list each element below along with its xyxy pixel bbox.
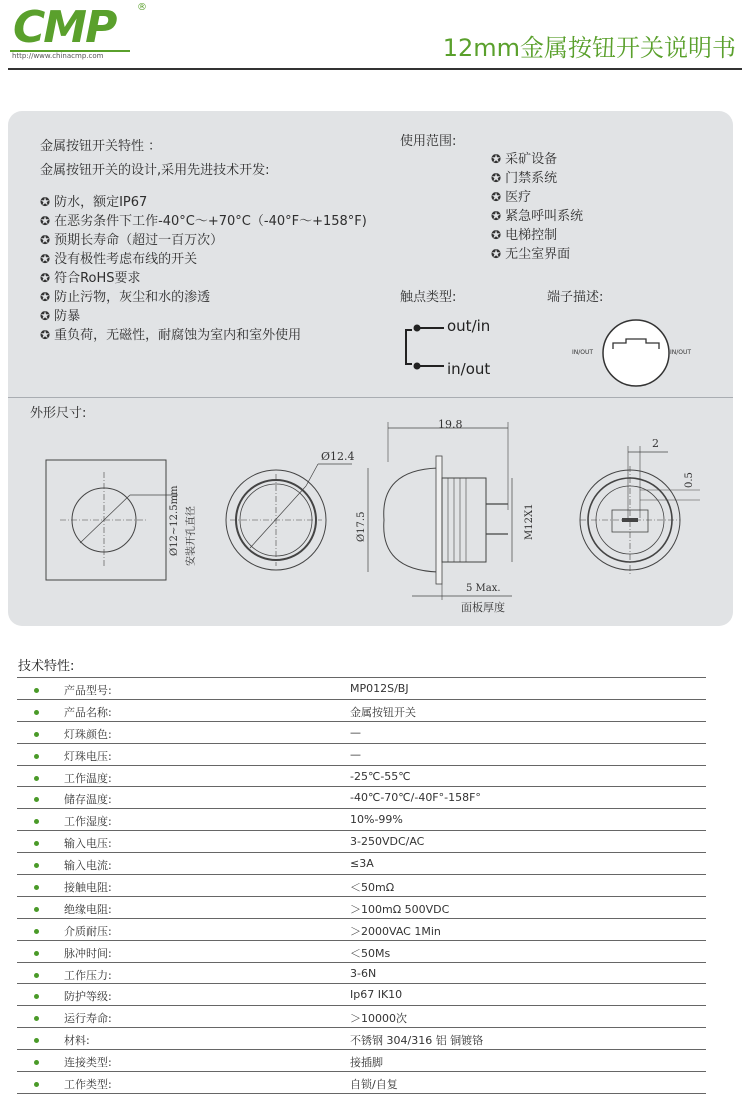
terminal-label-left: IN/OUT [572,349,594,356]
bullet-dot-icon [34,994,39,999]
list-item: ✪ 重负荷，无磁性，耐腐蚀为室内和室外使用 [40,328,302,343]
bullet-dot-icon [34,951,39,956]
table-row: 输入电流: ≤3A [17,853,706,875]
table-row: 储存温度: -40℃-70℃/-40F°-158F° [17,787,706,809]
gear-bullet-icon: ✪ [491,209,502,223]
gear-bullet-icon: ✪ [40,252,51,266]
list-item: ✪ 无尘室界面 [491,247,571,262]
table-row: 工作压力: 3-6N [17,963,706,985]
list-item: ✪ 在恶劣条件下工作-40°C～+70°C（-40°F～+158°F) [40,214,367,229]
application-list [491,150,583,264]
bullet-dot-icon [34,885,39,890]
terminal-heading: 端子描述: [547,290,604,305]
gear-bullet-icon: ✪ [40,328,51,342]
gear-bullet-icon: ✪ [491,247,502,261]
body-diameter-label: Ø17.5 [356,511,367,542]
contact-label-top: out/in [447,317,491,335]
table-row: 运行寿命: ＞10000次 [17,1006,706,1028]
dimensions-heading: 外形尺寸: [30,406,87,421]
table-row: 产品型号: MP012S/BJ [17,677,706,700]
bullet-dot-icon [34,929,39,934]
front-view [226,464,352,570]
features-heading: 金属按钮开关特性 ： [40,139,162,154]
table-row: 灯珠电压: — [17,744,706,766]
bullet-dot-icon [34,1038,39,1043]
table-row: 接触电阻: ＜50mΩ [17,875,706,897]
bullet-dot-icon [34,688,39,693]
bullet-dot-icon [34,819,39,824]
list-item: ✪ 没有极性考虑布线的开关 [40,252,198,267]
gear-bullet-icon: ✪ [40,271,51,285]
terminal-diagram [600,317,672,389]
header-divider [8,68,742,70]
table-row: 工作类型: 自锁/自复 [17,1072,706,1094]
spec-table [17,677,706,1094]
list-item: ✪ 符合RoHS要求 [40,271,141,286]
contact-label-bottom: in/out [447,360,491,378]
list-item: ✪ 采矿设备 [491,152,558,167]
logo-registered-mark: ® [137,2,147,13]
pin-width-label: 2 [652,437,659,450]
side-view [368,422,512,600]
bullet-dot-icon [34,841,39,846]
list-item: ✪ 防水，额定IP67 [40,195,148,210]
gear-bullet-icon: ✪ [40,214,51,228]
panel-divider [8,397,733,398]
list-item: ✪ 紧急呼叫系统 [491,209,584,224]
feature-list [40,193,367,345]
panel-thickness-label: 面板厚度 [461,601,505,614]
logo-text: CMP [13,2,116,53]
gear-bullet-icon: ✪ [40,233,51,247]
table-row: 工作湿度: 10%-99% [17,809,706,831]
bullet-dot-icon [34,863,39,868]
rear-view [580,446,700,574]
bullet-dot-icon [34,907,39,912]
cutout-view [46,460,178,580]
table-row: 脉冲时间: ＜50Ms [17,941,706,963]
table-row: 绝缘电阻: ＞100mΩ 500VDC [17,897,706,919]
bullet-dot-icon [34,776,39,781]
table-row: 介质耐压: ＞2000VAC 1Min [17,919,706,941]
gear-bullet-icon: ✪ [491,228,502,242]
table-row: 输入电压: 3-250VDC/AC [17,831,706,853]
spec-title: 技术特性: [18,659,75,674]
contact-type-heading: 触点类型: [400,290,457,305]
table-row: 连接类型: 接插脚 [17,1050,706,1072]
gear-bullet-icon: ✪ [491,190,502,204]
applications-heading: 使用范围: [400,134,457,149]
gear-bullet-icon: ✪ [40,195,51,209]
table-row: 灯珠颜色: — [17,722,706,744]
bullet-dot-icon [34,710,39,715]
list-item: ✪ 防止污物，灰尘和水的渗透 [40,290,211,305]
logo-url[interactable]: http://www.chinacmp.com [12,52,104,60]
gear-bullet-icon: ✪ [40,290,51,304]
bullet-dot-icon [34,754,39,759]
bullet-dot-icon [34,973,39,978]
page-title: 12mm金属按钮开关说明书 [442,34,736,62]
table-row: 产品名称: 金属按钮开关 [17,700,706,722]
thread-label: M12X1 [524,503,535,540]
table-row: 工作温度: -25℃-55℃ [17,766,706,788]
dimension-drawings [0,400,750,625]
list-item: ✪ 防暴 [40,309,81,324]
list-item: ✪ 门禁系统 [491,171,558,186]
gear-bullet-icon: ✪ [40,309,51,323]
panel-max-label: 5 Max. [466,583,501,594]
pin-thickness-label: 0.5 [684,472,695,488]
gear-bullet-icon: ✪ [491,152,502,166]
list-item: ✪ 预期长寿命（超过一百万次） [40,233,224,248]
cutout-size-label: Ø12~12.5mm [169,485,180,556]
list-item: ✪ 医疗 [491,190,532,205]
terminal-label-right: IN/OUT [670,349,692,356]
bullet-dot-icon [34,1060,39,1065]
gear-bullet-icon: ✪ [491,171,502,185]
table-row: 防护等级: Ip67 IK10 [17,984,706,1006]
length-label: 19.8 [438,418,463,431]
bullet-dot-icon [34,797,39,802]
features-intro: 金属按钮开关的设计,采用先进技术开发: [40,163,270,178]
bullet-dot-icon [34,1016,39,1021]
list-item: ✪ 电梯控制 [491,228,558,243]
cutout-sub-label: 安装开孔直径 [186,506,197,566]
table-row: 材料: 不锈钢 304/316 铝 铜镀铬 [17,1028,706,1050]
front-diameter-label: Ø12.4 [321,450,355,463]
bullet-dot-icon [34,732,39,737]
